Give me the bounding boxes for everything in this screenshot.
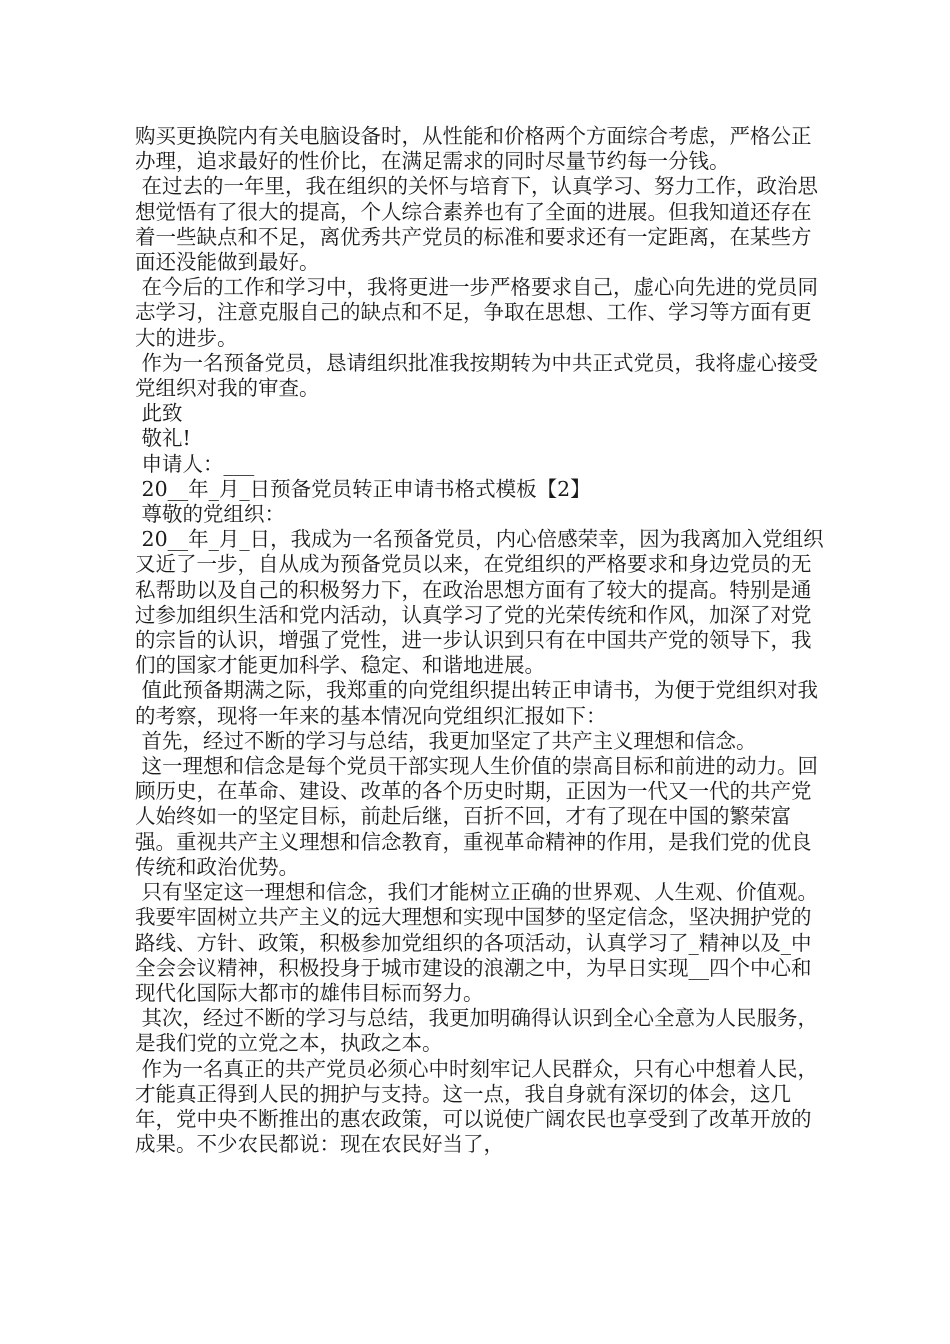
paragraph: 只有坚定这一理想和信念，我们才能树立正确的世界观、人生观、价值观。我要牢固树立共产主义的远大理想和实现中国梦的坚定信念，坚决拥护党的路线、方针、政策，积极参加党组织的各项活动，认真学习了_精神以及_中全会会议精神，积极投身于城市建设的浪潮之中，为早日实现__四个中心和现代化国际大都市的雄伟目标而努力。 (135, 880, 819, 1005)
paragraph: 其次，经过不断的学习与总结，我更加明确得认识到全心全意为人民服务，是我们党的立党之本，执政之本。 (135, 1006, 819, 1056)
closing-line: 此致 (135, 401, 183, 426)
paragraph: 作为一名真正的共产党员必须心中时刻牢记人民群众，只有心中想着人民，才能真正得到人民的拥护与支持。这一点，我自身就有深切的体会，这几年，党中央不断推出的惠农政策，可以说使广阔农民也享受到了改革开放的成果。不少农民都说：现在农民好当了， (135, 1056, 819, 1157)
paragraph: 这一理想和信念是每个党员干部实现人生价值的崇高目标和前进的动力。回顾历史，在革命、建设、改革的各个历史时期，正因为一代又一代的共产党人始终如一的坚定目标，前赴后继，百折不回，才有了现在中国的繁荣富强。重视共产主义理想和信念教育，重视革命精神的作用，是我们党的优良传统和政治优势。 (135, 754, 819, 879)
salutation: 尊敬的党组织： (135, 502, 286, 527)
paragraph: 在过去的一年里，我在组织的关怀与培育下，认真学习、努力工作，政治思想觉悟有了很大的提高，个人综合素养也有了全面的进展。但我知道还存在着一些缺点和不足，离优秀共产党员的标准和要求还有一定距离，在某些方面还没能做到最好。 (135, 174, 819, 275)
paragraph: 值此预备期满之际，我郑重的向党组织提出转正申请书，为便于党组织对我的考察，现将一年来的基本情况向党组织汇报如下： (135, 678, 819, 728)
section-title: 20__年_月_日预备党员转正申请书格式模板【2】 (135, 476, 591, 501)
paragraph: 首先，经过不断的学习与总结，我更加坚定了共产主义理想和信念。 (135, 728, 757, 753)
paragraph: 在今后的工作和学习中，我将更进一步严格要求自己，虚心向先进的党员同志学习，注意克服自己的缺点和不足，争取在思想、工作、学习等方面有更大的进步。 (135, 275, 819, 350)
signature-line: 申请人：___ (135, 451, 255, 476)
paragraph: 20__年_月_日，我成为一名预备党员，内心倍感荣幸，因为我离加入党组织又近了一步，自从成为预备党员以来，在党组织的严格要求和身边党员的无私帮助以及自己的积极努力下，在政治思想方面有了较大的提高。特别是通过参加组织生活和党内活动，认真学习了党的光荣传统和作风，加深了对党的宗旨的认识，增强了党性，进一步认识到只有在中国共产党的领导下，我们的国家才能更加科学、稳定、和谐地进展。 (135, 527, 824, 678)
paragraph: 作为一名预备党员，恳请组织批准我按期转为中共正式党员，我将虚心接受党组织对我的审查。 (135, 350, 819, 401)
paragraph: 购买更换院内有关电脑设备时，从性能和价格两个方面综合考虑，严格公正办理，追求最好的性价比，在满足需求的同时尽量节约每一分钱。 (135, 124, 812, 174)
closing-salute: 敬礼! (135, 426, 191, 451)
document-body (135, 124, 825, 1157)
